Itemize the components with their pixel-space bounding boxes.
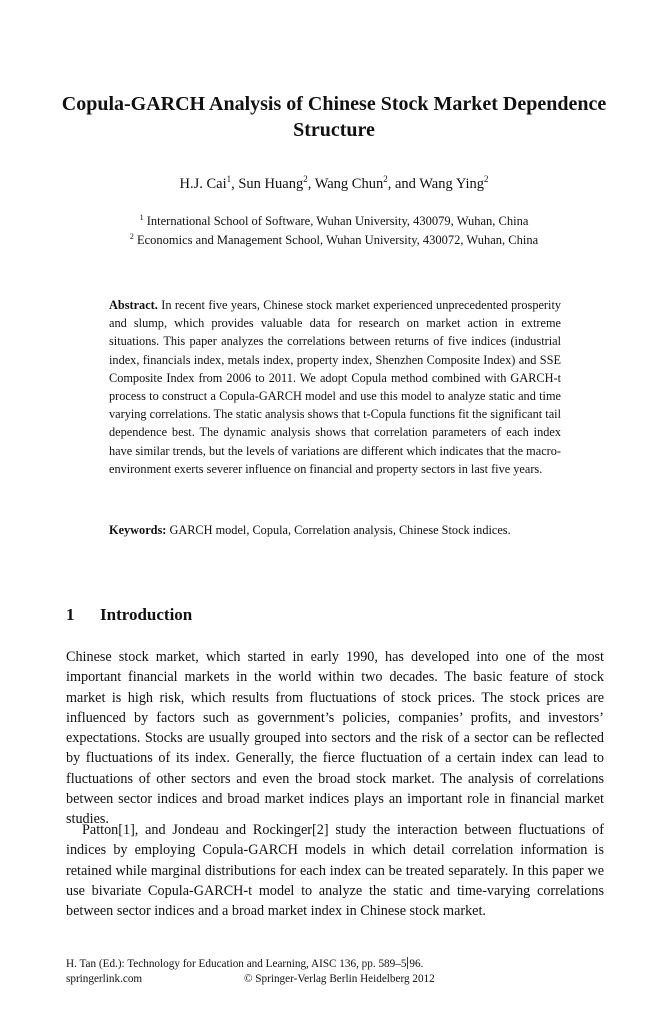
abstract-label: Abstract. bbox=[109, 298, 158, 312]
author-name: Sun Huang bbox=[238, 176, 304, 192]
author-affil-mark: 2 bbox=[484, 174, 489, 185]
footer-citation-suffix: . bbox=[420, 958, 424, 970]
abstract bbox=[109, 296, 561, 478]
paragraph-text: Chinese stock market, which started in early 1990, has developed into one of the most important financial markets in the world within two decades. The basic feature of stock market is high risk, which results from fluctuations of stock prices. The stock prices are influenced by factors such as government’s policies, companies’ profits, and investors’ expectations. Stocks are usually grouped into sectors and the risk of a sector can be reflected by fluctuations of its index. Generally, the fierce fluctuation of a certain index can lead to fluctuations of other sectors and even the broad stock market. The analysis of correlations between sector indices and broad market indices plays an important role in financial market studies. bbox=[66, 649, 604, 828]
author-affil-mark: 1 bbox=[226, 174, 232, 185]
footer-page-start: 5 bbox=[400, 958, 407, 970]
keywords-text: GARCH model, Copula, Correlation analysis, Chinese Stock indices. bbox=[169, 523, 511, 537]
author-name: Wang Ying bbox=[419, 176, 485, 192]
keywords bbox=[109, 521, 561, 539]
paragraph-text: Patton[1], and Jondeau and Rockinger[2] study the interaction between fluctuations of indices by employing Copula-GARCH models in which detail correlation information is retained while marginal distributions for each index can be treated separately. In this paper we use bivariate Copula-GARCH-t model to analyze the static and time-varying correlations between sector indices and a broad market index in Chinese stock market. bbox=[66, 822, 604, 920]
author-name: Wang Chun bbox=[314, 176, 384, 192]
body-paragraph bbox=[66, 820, 604, 921]
author-affil-mark: 2 bbox=[303, 174, 308, 185]
footer-copyright: © Springer-Verlag Berlin Heidelberg 2012 bbox=[244, 973, 435, 985]
affiliation-text: Economics and Management School, Wuhan University, 430072, Wuhan, China bbox=[137, 233, 539, 247]
affiliation-line bbox=[60, 231, 608, 250]
affiliation-mark: 1 bbox=[139, 212, 144, 222]
paper-title: Copula-GARCH Analysis of Chinese Stock Market Dependence Structure bbox=[61, 93, 607, 141]
section-number: 1 bbox=[66, 605, 75, 624]
affiliation-line bbox=[60, 212, 608, 231]
abstract-text: In recent five years, Chinese stock market experienced unprecedented prosperity and slump, which provides valuable data for research on market action in extreme situations. This paper analyzes the correlations between returns of five indices (industrial index, financials index, metals index, property index, Shenzhen Composite Index) and SSE Composite Index from 2006 to 2011. We adopt Copula method combined with GARCH-t process to construct a Copula-GARCH model and use this model to analyze static and time varying correlations. The static analysis shows that t-Copula functions fit the significant tail dependence best. The dynamic analysis shows that correlation parameters of each index have similar trends, but the levels of variations are different which indicates that the macro-environment exerts severer influence on financial and property sectors in last five years. bbox=[109, 298, 562, 476]
affiliation-mark: 2 bbox=[129, 231, 134, 241]
section-title: Introduction bbox=[100, 605, 193, 624]
affiliations bbox=[60, 212, 608, 250]
body-paragraph bbox=[66, 647, 604, 830]
footer-site: springerlink.com bbox=[66, 973, 143, 985]
keywords-label: Keywords: bbox=[109, 523, 167, 537]
footer-publisher-row bbox=[66, 972, 435, 987]
footer-citation bbox=[66, 957, 423, 972]
author-name: H.J. Cai bbox=[179, 176, 227, 192]
footer-citation-prefix: H. Tan (Ed.): Technology for Education and Learning, AISC 136, pp. 589– bbox=[66, 958, 401, 970]
section-heading bbox=[66, 605, 192, 625]
author-affil-mark: 2 bbox=[383, 174, 388, 185]
author-list: H.J. Cai$^1$, Sun Huang$^2$, Wang Chun$^2$, and Wang Ying$^2$ bbox=[179, 174, 489, 192]
footer-page-end: 96 bbox=[409, 958, 421, 970]
affiliation-text: International School of Software, Wuhan University, 430079, Wuhan, China bbox=[146, 214, 529, 228]
page-footer bbox=[66, 957, 435, 987]
